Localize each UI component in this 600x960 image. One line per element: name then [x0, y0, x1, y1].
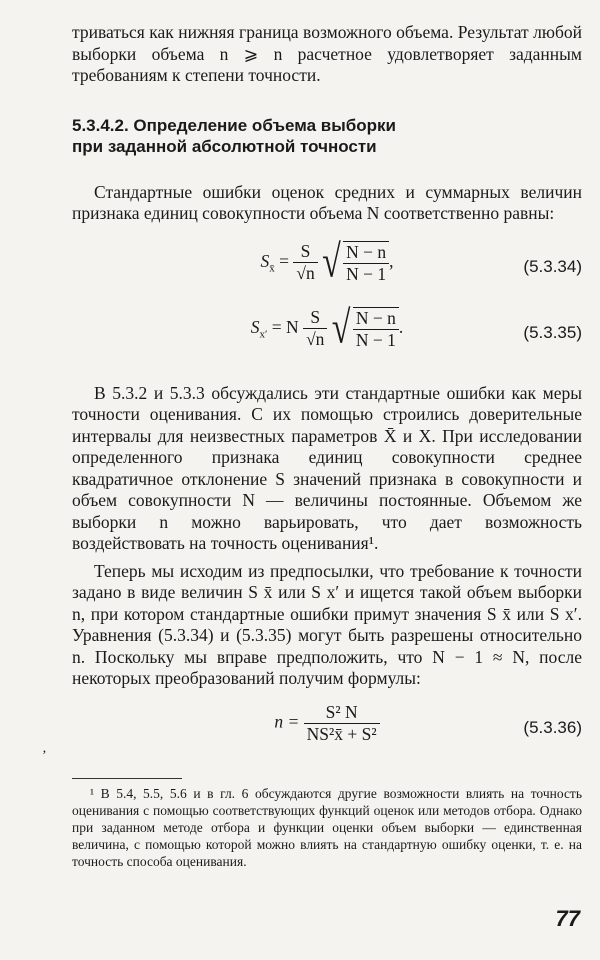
paragraph-standard-errors-discussion: В 5.3.2 и 5.3.3 обсуждались эти стандартные ошибки как меры точности оценивания. С их помощью строились доверительные интервалы для неизвестных параметров X̄ и X. При исследовании определенного признака единиц совокупности среднее квадратичное отклонение S значений признака в совокупности и объем совокупности N — величины постоянные. Объемом же выборки n можно варьировать, что дает возможность воздействовать на точность оценивания¹.	[72, 382, 582, 553]
paragraph-continuation: триваться как нижняя граница возможного объема. Результат любой выборки объема n ⩾ n расчетное удовлетворяет заданным требованиям к степени точности.	[72, 22, 582, 85]
formula-5-3-36	[72, 702, 582, 756]
f2-label: (5.3.35)	[523, 322, 582, 342]
f1-radicand-denominator: N − 1	[346, 263, 387, 284]
page-content	[72, 22, 582, 870]
section-heading-line-2: при заданной абсолютной точности	[72, 136, 377, 156]
f1-denominator: √n	[296, 263, 315, 283]
f2-lhs: S	[250, 316, 260, 337]
f1-radicand-numerator: N − n	[343, 242, 389, 264]
f2-fraction	[303, 307, 327, 350]
section-heading-line-1: 5.3.4.2. Определение объема выборки	[72, 115, 396, 135]
formula-5-3-35	[72, 302, 582, 363]
f3-label: (5.3.36)	[523, 717, 582, 737]
footnote: ¹ В 5.4, 5.5, 5.6 и в гл. 6 обсуждаются другие возможности влиять на точность оценивания с помощью соответствующих функций оценок или методов отбора. Однако при заданном методе отбора и функции оценки объем выборки — единственная величина, с помощью которой можно влиять на стандартную ошибку оценки, т. е. на точность способа оценивания.	[72, 785, 582, 869]
f2-eq: = N	[271, 316, 299, 337]
f2-radicand-numerator: N − n	[353, 308, 399, 330]
paragraph-standard-errors: Стандартные ошибки оценок средних и суммарных величин признака единиц совокупности объема N соответственно равны:	[72, 181, 582, 223]
f1-radicand	[343, 241, 389, 285]
f1-lhs: S	[260, 250, 270, 271]
f2-denominator: √n	[306, 329, 325, 349]
footnote-divider	[72, 778, 182, 779]
f2-radicand-denominator: N − 1	[355, 329, 396, 350]
f1-label: (5.3.34)	[523, 256, 582, 276]
f1-lhs-sub: x̄	[269, 262, 275, 275]
section-heading	[72, 115, 582, 157]
page-number: 77	[555, 906, 580, 931]
f1-numerator: S	[293, 241, 317, 263]
f3-numerator: S² N	[304, 702, 380, 724]
f2-numerator: S	[303, 307, 327, 329]
sqrt-icon: √	[322, 236, 341, 287]
f3-fraction	[304, 702, 380, 745]
f3-lhs: n =	[274, 711, 300, 732]
margin-mark: ‚	[42, 741, 47, 756]
f2-tail: .	[398, 316, 404, 337]
f1-tail: ,	[389, 250, 394, 271]
f2-lhs-sub: x′	[259, 328, 268, 341]
paragraph-precision-requirement: Теперь мы исходим из предпосылки, что требование к точности задано в виде величин S x̄ или S x′ и ищется такой объем выборки n, при котором стандартные ошибки примут значения S x̄ или S x′. Уравнения (5.3.34) и (5.3.35) могут быть разрешены относительно n. Поскольку мы вправе предположить, что N − 1 ≈ N, после некоторых преобразований получим формулы:	[72, 560, 582, 688]
f2-radicand	[353, 307, 399, 351]
formula-5-3-34	[72, 236, 582, 297]
f1-eq: =	[279, 250, 289, 271]
f1-fraction	[293, 241, 317, 284]
sqrt-icon: √	[331, 302, 351, 353]
f3-denominator: NS²x̄ + S²	[306, 723, 377, 744]
